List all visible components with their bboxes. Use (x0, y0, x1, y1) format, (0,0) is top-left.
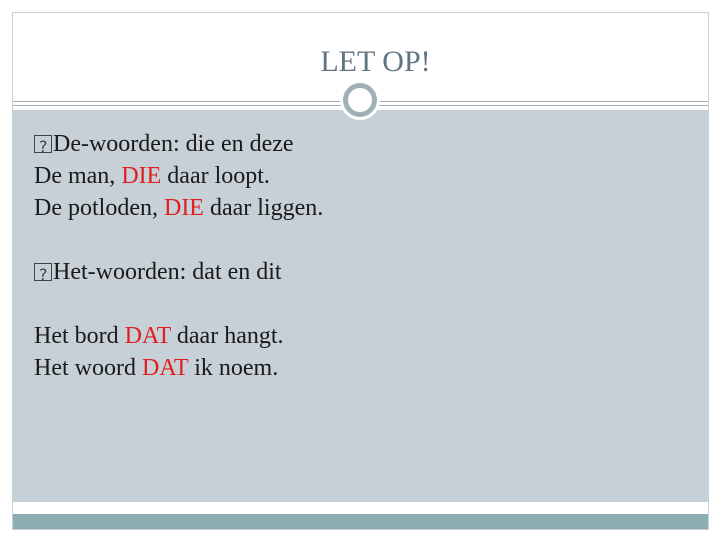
highlight-word: DAT (124, 323, 171, 349)
example-text: Het bord (34, 323, 125, 349)
highlight-word: DIE (163, 195, 204, 221)
example-de-1 (34, 160, 323, 192)
highlight-word: DIE (121, 163, 162, 189)
footer-bar (13, 514, 708, 529)
example-text: ik noem. (188, 355, 279, 381)
het-heading: Het-woorden: dat en dit (53, 259, 282, 285)
example-text: De man, (34, 163, 122, 189)
slide-title: LET OP! (320, 45, 431, 78)
example-text: daar loopt. (161, 163, 270, 189)
circle-ornament-icon (343, 83, 377, 117)
bullet-icon (34, 135, 52, 153)
bullet-icon (34, 263, 52, 281)
example-text: De potloden, (34, 195, 164, 221)
example-de-2 (34, 192, 323, 224)
example-het-1 (34, 320, 323, 352)
example-text: daar liggen. (203, 195, 324, 221)
de-heading: De-woorden: die en deze (53, 131, 294, 157)
spacer (34, 224, 323, 256)
highlight-word: DAT (141, 355, 189, 381)
example-text: Het woord (34, 355, 142, 381)
bullet-de-woorden (34, 128, 323, 160)
example-text: daar hangt. (170, 323, 284, 349)
spacer (34, 288, 323, 320)
slide-body (34, 128, 323, 384)
slide (12, 12, 709, 530)
example-het-2 (34, 352, 323, 384)
bullet-het-woorden (34, 256, 323, 288)
